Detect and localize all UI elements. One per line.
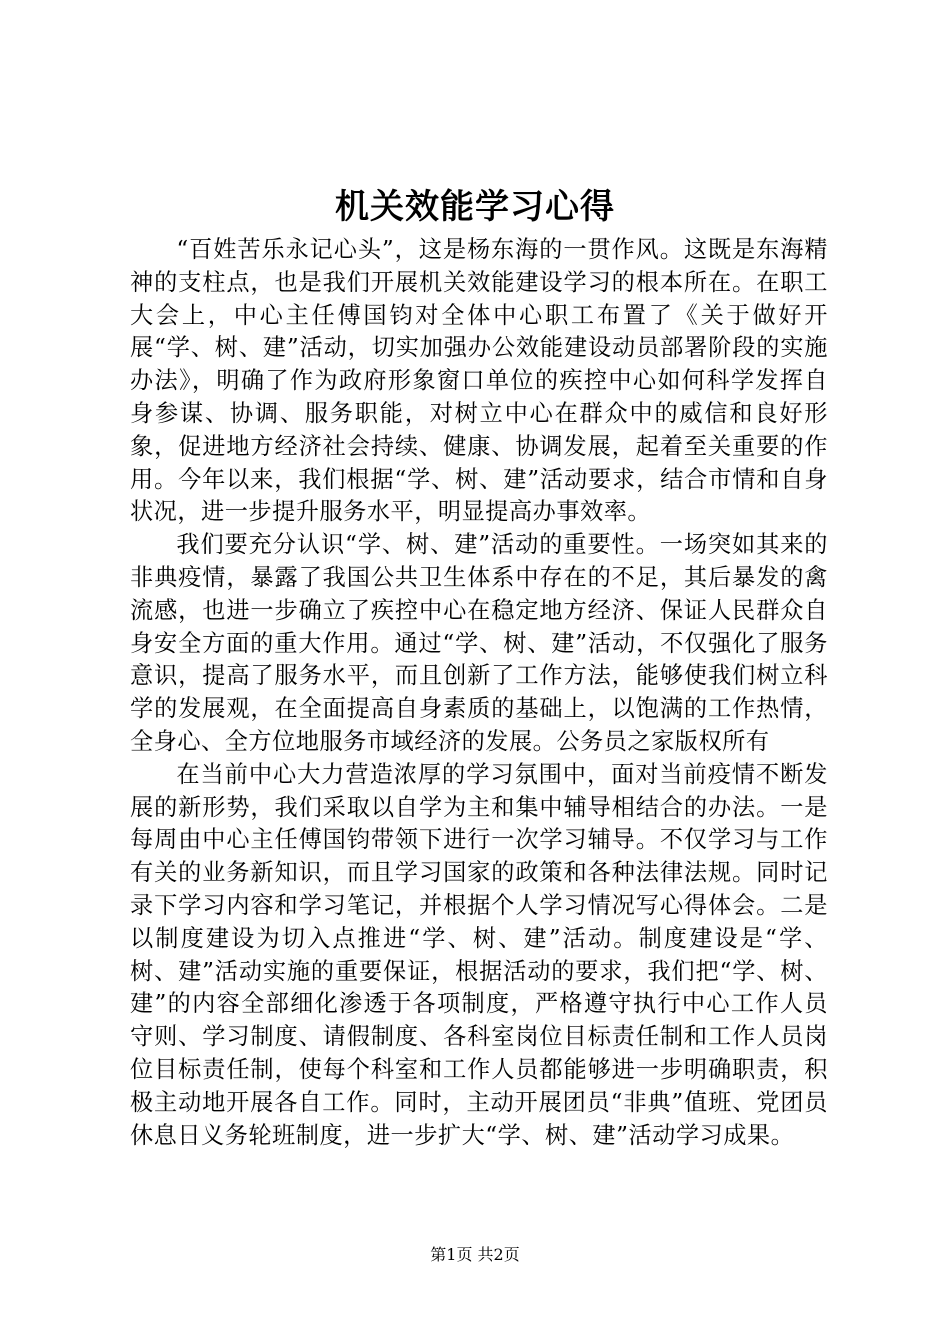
page-number-footer: 第1页 共2页 [430,1245,520,1264]
paragraph-3: 在当前中心大力营造浓厚的学习氛围中，面对当前疫情不断发展的新形势，我们采取以自学为主和集中辅导相结合的办法。一是每周由中心主任傅国钧带领下进行一次学习辅导。不仅学习与工作有关的业务新知识，而且学习国家的政策和各种法律法规。同时记录下学习内容和学习笔记，并根据个人学习情况写心得体会。二是以制度建设为切入点推进“学、树、建”活动。制度建设是“学、树、建”活动实施的重要保证，根据活动的要求，我们把“学、树、建”的内容全部细化渗透于各项制度，严格遵守执行中心工作人员守则、学习制度、请假制度、各科室岗位目标责任制和工作人员岗位目标责任制，使每个科室和工作人员都能够进一步明确职责，积极主动地开展各自工作。同时，主动开展团员“非典”值班、党团员休息日义务轮班制度，进一步扩大“学、树、建”活动学习成果。 [130,760,828,1149]
paragraph-2: 我们要充分认识“学、树、建”活动的重要性。一场突如其来的非典疫情，暴露了我国公共卫生体系中存在的不足，其后暴发的禽流感，也进一步确立了疾控中心在稳定地方经济、保证人民群众自身安全方面的重大作用。通过“学、树、建”活动，不仅强化了服务意识，提高了服务水平，而且创新了工作方法，能够使我们树立科学的发展观，在全面提高自身素质的基础上，以饱满的工作热情，全身心、全方位地服务市域经济的发展。公务员之家版权所有 [130,531,828,755]
document-title: 机关效能学习心得 [335,187,615,227]
document-body [130,234,828,1152]
paragraph-1: “百姓苦乐永记心头”，这是杨东海的一贯作风。这既是东海精神的支柱点，也是我们开展机关效能建设学习的根本所在。在职工大会上，中心主任傅国钧对全体中心职工布置了《关于做好开展“学、树、建”活动，切实加强办公效能建设动员部署阶段的实施办法》，明确了作为政府形象窗口单位的疾控中心如何科学发挥自身参谋、协调、服务职能，对树立中心在群众中的威信和良好形象，促进地方经济社会持续、健康、协调发展，起着至关重要的作用。今年以来，我们根据“学、树、建”活动要求，结合市情和自身状况，进一步提升服务水平，明显提高办事效率。 [130,236,828,526]
